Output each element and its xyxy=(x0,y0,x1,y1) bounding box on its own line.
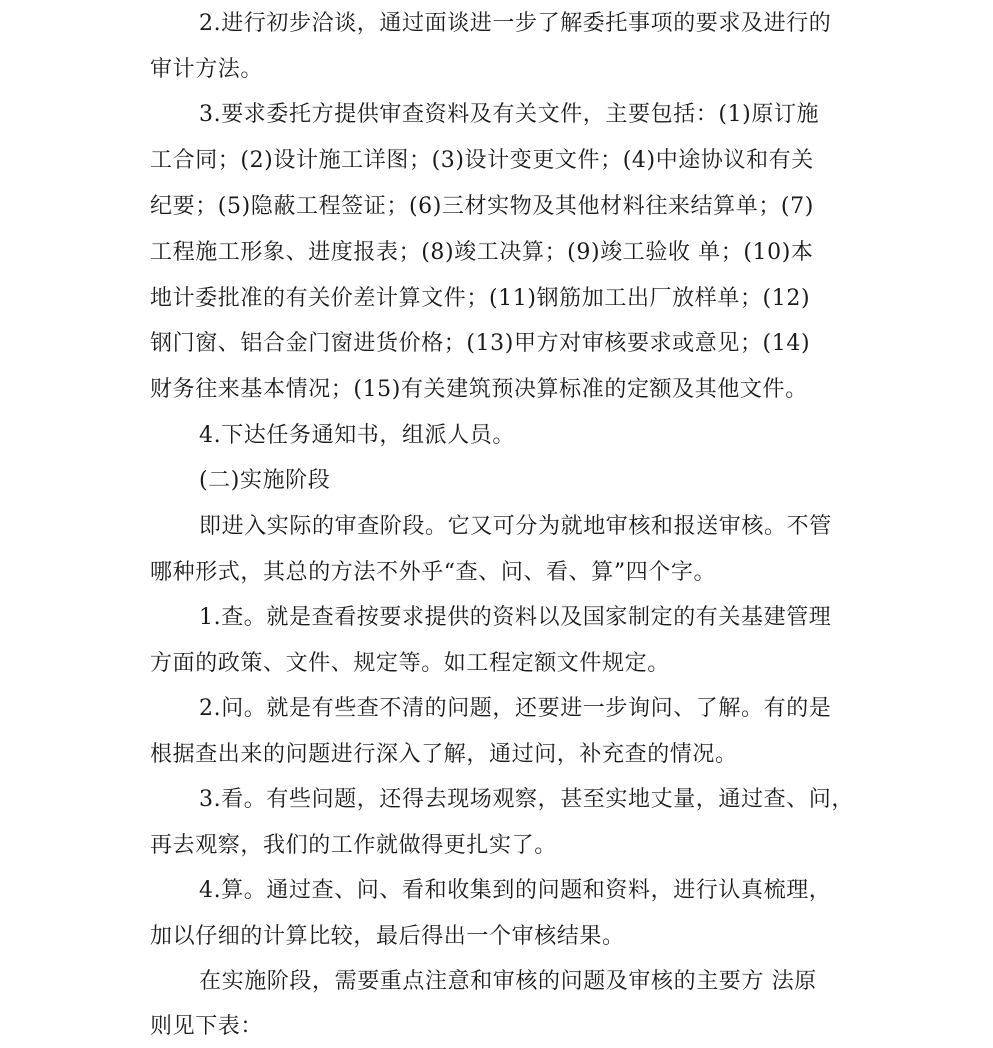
text-line: 4.下达任务通知书，组派人员。 xyxy=(199,423,515,448)
text-line: 财务往来基本情况；(15)有关建筑预决算标准的定额及其他文件。 xyxy=(150,377,808,402)
text-line: 3.要求委托方提供审查资料及有关文件，主要包括：(1)原订施 xyxy=(199,102,820,127)
text-line: 再去观察，我们的工作就做得更扎实了。 xyxy=(150,833,557,858)
text-line: 2.进行初步洽谈，通过面谈进一步了解委托事项的要求及进行的 xyxy=(199,11,832,36)
text-line: 哪种形式，其总的方法不外乎“查、问、看、算”四个字。 xyxy=(150,560,717,585)
text-line: 审计方法。 xyxy=(150,57,264,82)
text-line: 方面的政策、文件、规定等。如工程定额文件规定。 xyxy=(150,651,670,676)
text-line: 工合同；(2)设计施工详图；(3)设计变更文件；(4)中途协议和有关 xyxy=(150,148,814,173)
text-line: 即进入实际的审查阶段。它又可分为就地审核和报送审核。不管 xyxy=(199,514,832,539)
text-line: 3.看。有些问题，还得去现场观察，甚至实地丈量，通过查、问， xyxy=(199,787,854,812)
text-line: 4.算。通过查、问、看和收集到的问题和资料，进行认真梳理， xyxy=(199,878,832,903)
text-line: 在实施阶段，需要重点注意和审核的问题及审核的主要方 法原 xyxy=(199,969,817,994)
text-line: 则见下表： xyxy=(150,1014,264,1039)
text-line: 工程施工形象、进度报表；(8)竣工决算；(9)竣工验收 单；(10)本 xyxy=(150,240,814,265)
text-line: 纪要；(5)隐蔽工程签证；(6)三材实物及其他材料往来结算单；(7) xyxy=(150,194,814,219)
text-line: 1.查。就是查看按要求提供的资料以及国家制定的有关基建管理 xyxy=(199,605,832,630)
text-line: 2.问。就是有些查不清的问题，还要进一步询问、了解。有的是 xyxy=(199,696,832,721)
section-heading: (二)实施阶段 xyxy=(199,468,331,493)
text-line: 根据查出来的问题进行深入了解，通过问，补充查的情况。 xyxy=(150,742,738,767)
text-line: 钢门窗、铝合金门窗进货价格；(13)甲方对审核要求或意见；(14) xyxy=(150,331,811,356)
text-line: 加以仔细的计算比较，最后得出一个审核结果。 xyxy=(150,924,625,949)
text-line: 地计委批准的有关价差计算文件；(11)钢筋加工出厂放样单；(12) xyxy=(150,286,811,311)
